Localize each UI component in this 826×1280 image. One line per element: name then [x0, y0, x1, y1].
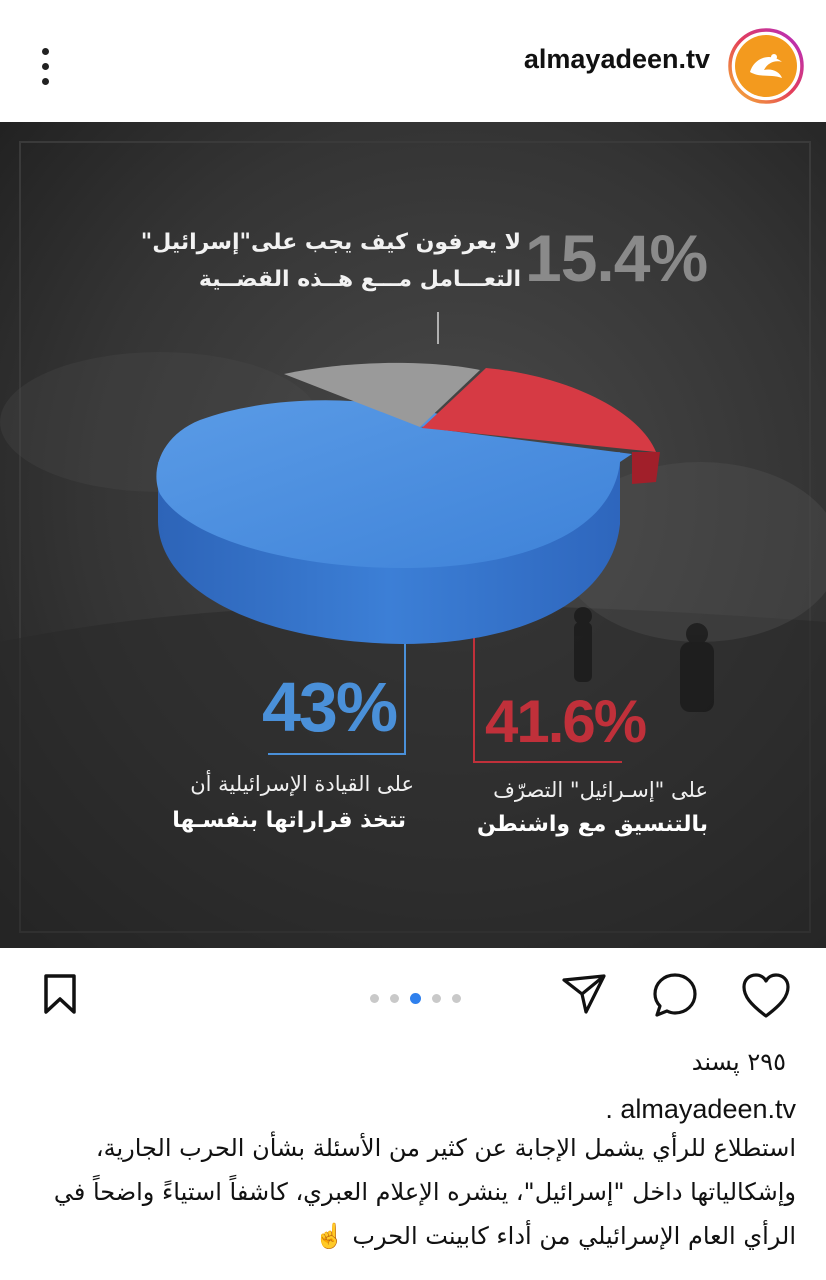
carousel-indicator — [370, 988, 467, 998]
caption-line: وإشكالياتها داخل "إسرائيل"، ينشره الإعلام العبري، كاشفاً استياءً واضحاً في — [53, 1178, 796, 1206]
gray-label-line1: لا يعرفون كيف يجب على"إسرائيل" — [140, 230, 521, 255]
caption-line: استطلاع للرأي يشمل الإجابة عن كثير من الأسئلة بشأن الحرب الجارية، — [95, 1134, 796, 1162]
red-label-line1: على "إسـرائيل" التصرّف — [493, 778, 708, 802]
caption-text — [26, 1126, 796, 1258]
blue-label-line1: على القيادة الإسرائيلية أن — [190, 772, 414, 796]
blue-label-line2: تتخذ قراراتها بنفسـها — [172, 808, 406, 833]
pie-slice-red-side — [632, 452, 660, 484]
heart-icon[interactable] — [740, 972, 792, 1024]
carousel-dot — [452, 994, 461, 1003]
red-percent-label: 41.6% — [485, 688, 646, 755]
comment-icon[interactable] — [650, 970, 700, 1024]
caption-line: الرأي العام الإسرائيلي من أداء كابينت الحرب ☝️ — [314, 1222, 796, 1250]
bookmark-icon[interactable] — [38, 972, 82, 1020]
caption-username[interactable]: almayadeen.tv . — [605, 1094, 796, 1124]
send-icon[interactable] — [560, 970, 608, 1022]
username[interactable]: almayadeen.tv — [523, 44, 710, 74]
carousel-dot — [390, 994, 399, 1003]
post-header — [0, 0, 826, 122]
carousel-dot — [370, 994, 379, 1003]
gray-percent-label: 15.4% — [525, 221, 708, 295]
carousel-dot-active — [410, 993, 421, 1004]
more-vertical-icon[interactable] — [30, 42, 60, 92]
carousel-dot — [432, 994, 441, 1003]
red-label-line2: بالتنسيق مع واشنطن — [477, 812, 708, 837]
likes-count[interactable]: ٢٩٥ پسند — [691, 1048, 786, 1076]
gray-label-line2: التعـــامل مـــع هــذه القضــية — [198, 267, 521, 292]
almayadeen-logo-icon[interactable] — [728, 28, 804, 104]
post-image[interactable] — [0, 122, 826, 948]
blue-percent-label: 43% — [262, 668, 397, 746]
